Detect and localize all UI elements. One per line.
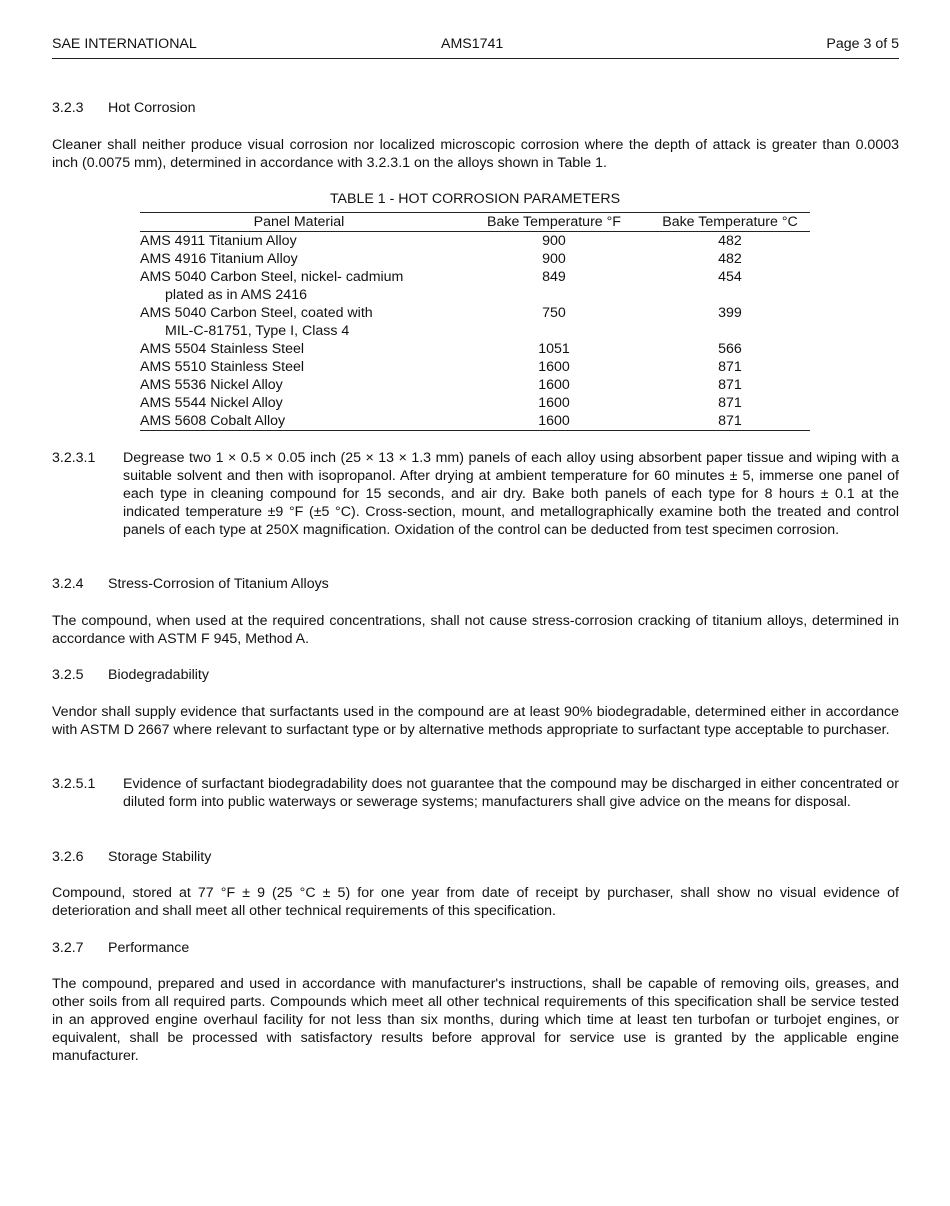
material-name: AMS 5504 Stainless Steel xyxy=(140,341,305,357)
table-row xyxy=(140,340,810,358)
cell-bake-temp-f: 1600 xyxy=(458,412,650,431)
table-row xyxy=(140,358,810,376)
section-title: Hot Corrosion xyxy=(108,100,196,116)
cell-bake-temp-f: 1600 xyxy=(538,395,570,411)
table-row xyxy=(140,268,810,304)
section-3-2-5-1 xyxy=(52,775,899,811)
header-page-number: Page 3 of 5 xyxy=(826,36,899,52)
cell-bake-temp-f: 900 xyxy=(542,251,566,267)
cell-bake-temp-c: 399 xyxy=(718,305,742,321)
section-number: 3.2.3 xyxy=(52,100,84,116)
material-name: AMS 4911 Titanium Alloy xyxy=(140,233,297,249)
section-number: 3.2.3.1 xyxy=(52,450,96,466)
table-body xyxy=(140,232,810,431)
section-3-2-6-text: Compound, stored at 77 °F ± 9 (25 °C ± 5) for one year from date of receipt by purchaser, shall show no visual evidence of deterioration and shall meet all other technical requirements of this specification. xyxy=(52,885,899,919)
section-3-2-7-text: The compound, prepared and used in accordance with manufacturer's instructions, shall be capable of removing oils, greases, and other soils from all required parts. Compounds which meet all other technical requirements of this specification shall be service tested in an approved engine overhaul facility for not less than six months, during which time at least ten turbofan or turbojet engines, or equivalent, shall be processed with satisfactory results before approval for service use is granted by the applicable engine manufacturer. xyxy=(52,976,899,1064)
section-3-2-4-heading xyxy=(52,575,329,593)
cell-panel-material xyxy=(140,376,458,394)
material-name: AMS 5544 Nickel Alloy xyxy=(140,395,283,411)
cell-panel-material xyxy=(140,394,458,412)
hot-corrosion-table xyxy=(140,212,810,431)
cell-bake-temp-f: 849 xyxy=(542,269,566,285)
cell-bake-temp-f: 1600 xyxy=(538,377,570,393)
section-3-2-5-1-text: Evidence of surfactant biodegradability does not guarantee that the compound may be discharged in either concentrated or diluted form into public waterways or sewerage systems; manufacturers shall give advice on the means for disposal. xyxy=(123,776,899,810)
table-header-row xyxy=(140,213,810,232)
page-header xyxy=(52,36,899,59)
table-row xyxy=(140,232,810,251)
section-3-2-3-text: Cleaner shall neither produce visual corrosion nor localized microscopic corrosion where the depth of attack is greater than 0.0003 inch (0.0075 mm), determined in accordance with 3.2.3.1 on the alloys shown in Table 1. xyxy=(52,137,899,171)
table-row xyxy=(140,394,810,412)
table-caption: TABLE 1 - HOT CORROSION PARAMETERS xyxy=(329,191,621,207)
section-3-2-7-heading xyxy=(52,939,189,957)
cell-bake-temp-f: 750 xyxy=(542,305,566,321)
section-3-2-3-heading xyxy=(52,99,196,117)
cell-bake-temp-c: 454 xyxy=(718,269,742,285)
cell-panel-material xyxy=(140,304,458,340)
cell-bake-temp-f: 1600 xyxy=(538,359,570,375)
cell-panel-material xyxy=(140,340,458,358)
material-name: AMS 5040 Carbon Steel, nickel- cadmium xyxy=(140,269,404,285)
table-row xyxy=(140,376,810,394)
material-name: AMS 5510 Stainless Steel xyxy=(140,359,305,375)
cell-bake-temp-f: 900 xyxy=(542,233,566,249)
section-3-2-5-heading xyxy=(52,666,209,684)
cell-panel-material xyxy=(140,232,458,251)
material-name: AMS 5040 Carbon Steel, coated with xyxy=(140,305,373,321)
cell-bake-temp-f: 1051 xyxy=(538,341,570,357)
cell-bake-temp-c: 566 xyxy=(718,341,742,357)
section-3-2-6-heading xyxy=(52,848,211,866)
column-header-temp-c: Bake Temperature °C xyxy=(650,213,810,232)
section-title: Stress-Corrosion of Titanium Alloys xyxy=(108,576,329,592)
material-name-continued: plated as in AMS 2416 xyxy=(165,287,307,303)
section-number: 3.2.4 xyxy=(52,576,84,592)
material-name: AMS 5536 Nickel Alloy xyxy=(140,377,283,393)
table-row xyxy=(140,304,810,340)
cell-bake-temp-c: 482 xyxy=(718,251,742,267)
cell-panel-material xyxy=(140,358,458,376)
section-3-2-4-text: The compound, when used at the required concentrations, shall not cause stress-corrosion cracking of titanium alloys, determined in accordance with ASTM F 945, Method A. xyxy=(52,613,899,647)
section-title: Storage Stability xyxy=(108,849,212,865)
material-name: AMS 4916 Titanium Alloy xyxy=(140,251,298,267)
header-doc-id: AMS1741 xyxy=(441,36,504,52)
material-name-continued: MIL-C-81751, Type I, Class 4 xyxy=(165,323,350,339)
cell-bake-temp-c: 871 xyxy=(650,412,810,431)
header-org: SAE INTERNATIONAL xyxy=(52,36,197,52)
section-number: 3.2.7 xyxy=(52,940,84,956)
cell-bake-temp-c: 871 xyxy=(718,377,742,393)
section-3-2-3-1 xyxy=(52,449,899,539)
section-number: 3.2.5.1 xyxy=(52,776,96,792)
cell-bake-temp-c: 871 xyxy=(718,395,742,411)
cell-bake-temp-c: 482 xyxy=(718,233,742,249)
section-number: 3.2.5 xyxy=(52,667,84,683)
section-title: Biodegradability xyxy=(108,667,209,683)
section-number: 3.2.6 xyxy=(52,849,84,865)
section-3-2-3-1-text: Degrease two 1 × 0.5 × 0.05 inch (25 × 13 × 1.3 mm) panels of each alloy using absorbent paper tissue and wiping with a suitable solvent and then with isopropanol. After drying at ambient temperature for 60 minutes ± 5, immerse one panel of each type in cleaning compound for 15 seconds, and air dry. Bake both panels of each type for 8 hours ± 0.1 at the indicated temperature ±9 °F (±5 °C). Cross-section, mount, and metallographically examine both the treated and control panels of each type at 250X magnification. Oxidation of the control can be deducted from test specimen corrosion. xyxy=(123,450,899,538)
cell-panel-material xyxy=(140,268,458,304)
cell-bake-temp-c: 871 xyxy=(718,359,742,375)
section-3-2-5-text: Vendor shall supply evidence that surfactants used in the compound are at least 90% biodegradable, determined either in accordance with ASTM D 2667 where relevant to surfactant type or by alternative methods appropriate to surfactant type acceptable to purchaser. xyxy=(52,704,899,738)
column-header-material: Panel Material xyxy=(140,213,458,232)
material-name: AMS 5608 Cobalt Alloy xyxy=(140,413,286,429)
column-header-temp-f: Bake Temperature °F xyxy=(458,213,650,232)
cell-panel-material xyxy=(140,250,458,268)
table-row xyxy=(140,412,810,431)
cell-panel-material xyxy=(140,412,458,431)
section-title: Performance xyxy=(108,940,190,956)
table-row xyxy=(140,250,810,268)
